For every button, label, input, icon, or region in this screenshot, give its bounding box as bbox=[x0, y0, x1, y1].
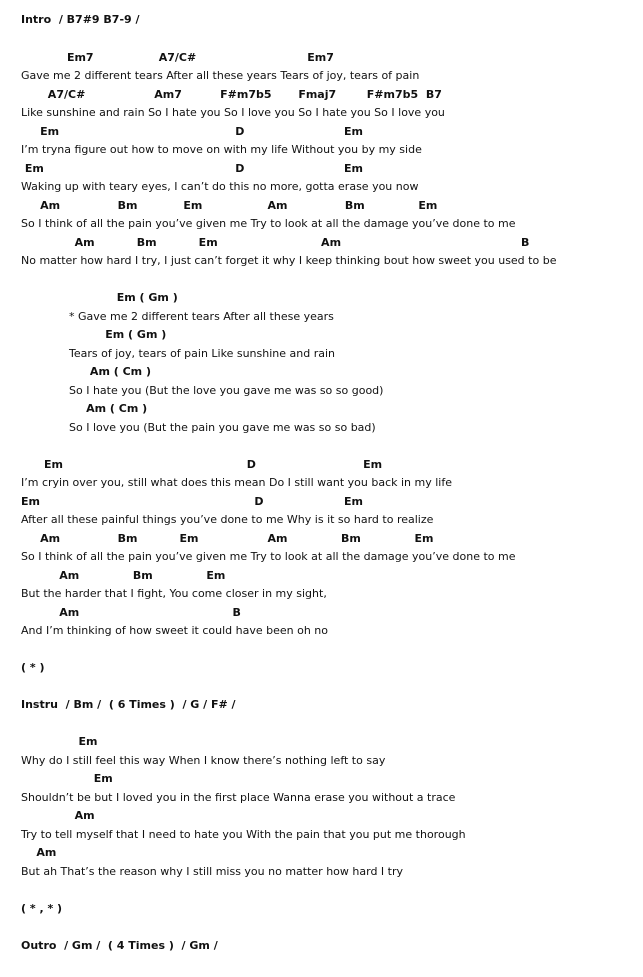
lyric-line: * Gave me 2 different tears After all these years bbox=[69, 310, 334, 323]
chord-line: Am Bm Em Am Bm Em bbox=[21, 199, 438, 212]
lyric-line: I’m tryna figure out how to move on with my life Without you by my side bbox=[21, 143, 422, 156]
chord-line: Em D Em bbox=[21, 495, 363, 508]
lyric-line: Waking up with teary eyes, I can’t do this no more, gotta erase you now bbox=[21, 180, 419, 193]
chord-line: Em7 A7/C# Em7 bbox=[21, 51, 334, 64]
lyric-line: So I think of all the pain you’ve given me Try to look at all the damage you’ve done to me bbox=[21, 217, 516, 230]
lyric-line: Why do I still feel this way When I know there’s nothing left to say bbox=[21, 754, 386, 767]
lyric-line: After all these painful things you’ve done to me Why is it so hard to realize bbox=[21, 513, 434, 526]
chord-line: Am ( Cm ) bbox=[21, 402, 148, 415]
chord-line: A7/C# Am7 F#m7b5 Fmaj7 F#m7b5 B7 bbox=[21, 88, 442, 101]
chord-line: Em bbox=[21, 735, 98, 748]
chord-line: Am bbox=[21, 846, 57, 859]
lyric-line: So I think of all the pain you’ve given me Try to look at all the damage you’ve done to me bbox=[21, 550, 516, 563]
chord-line: Am Bm Em Am B bbox=[21, 236, 530, 249]
chord-line: Em bbox=[21, 772, 113, 785]
chord-line: Em ( Gm ) bbox=[21, 291, 178, 304]
lyric-line: Shouldn’t be but I loved you in the first place Wanna erase you without a trace bbox=[21, 791, 456, 804]
section-heading: ( * ) bbox=[21, 661, 45, 674]
lyric-line: But ah That’s the reason why I still miss you no matter how hard I try bbox=[21, 865, 404, 878]
lyric-line: No matter how hard I try, I just can’t forget it why I keep thinking bout how sweet you used to be bbox=[21, 254, 557, 267]
section-heading: ( * , * ) bbox=[21, 902, 63, 915]
chord-line: Am bbox=[21, 809, 95, 822]
lyric-line: And I’m thinking of how sweet it could have been oh no bbox=[21, 624, 329, 637]
lyric-line: So I hate you (But the love you gave me was so so good) bbox=[69, 384, 384, 397]
lyric-line: Gave me 2 different tears After all these years Tears of joy, tears of pain bbox=[21, 69, 420, 82]
section-heading: Instru / Bm / ( 6 Times ) / G / F# / bbox=[21, 698, 236, 711]
chord-line: Em D Em bbox=[21, 458, 383, 471]
lyric-line: Tears of joy, tears of pain Like sunshine and rain bbox=[69, 347, 335, 360]
lyric-line: So I love you (But the pain you gave me was so so bad) bbox=[69, 421, 376, 434]
chord-line: Em ( Gm ) bbox=[21, 328, 167, 341]
chord-line: Am Bm Em bbox=[21, 569, 226, 582]
chord-line: Em D Em bbox=[21, 125, 363, 138]
chord-line: Am Bm Em Am Bm Em bbox=[21, 532, 434, 545]
lyric-line: I’m cryin over you, still what does this mean Do I still want you back in my life bbox=[21, 476, 452, 489]
section-heading: Outro / Gm / ( 4 Times ) / Gm / bbox=[21, 939, 218, 952]
section-heading: Intro / B7#9 B7-9 / bbox=[21, 13, 140, 26]
chord-line: Am B bbox=[21, 606, 241, 619]
lyric-line: Like sunshine and rain So I hate you So I love you So I hate you So I love you bbox=[21, 106, 445, 119]
chord-line: Em D Em bbox=[21, 162, 363, 175]
lyric-line: But the harder that I fight, You come closer in my sight, bbox=[21, 587, 327, 600]
chord-line: Am ( Cm ) bbox=[21, 365, 151, 378]
lyric-line: Try to tell myself that I need to hate you With the pain that you put me thorough bbox=[21, 828, 466, 841]
